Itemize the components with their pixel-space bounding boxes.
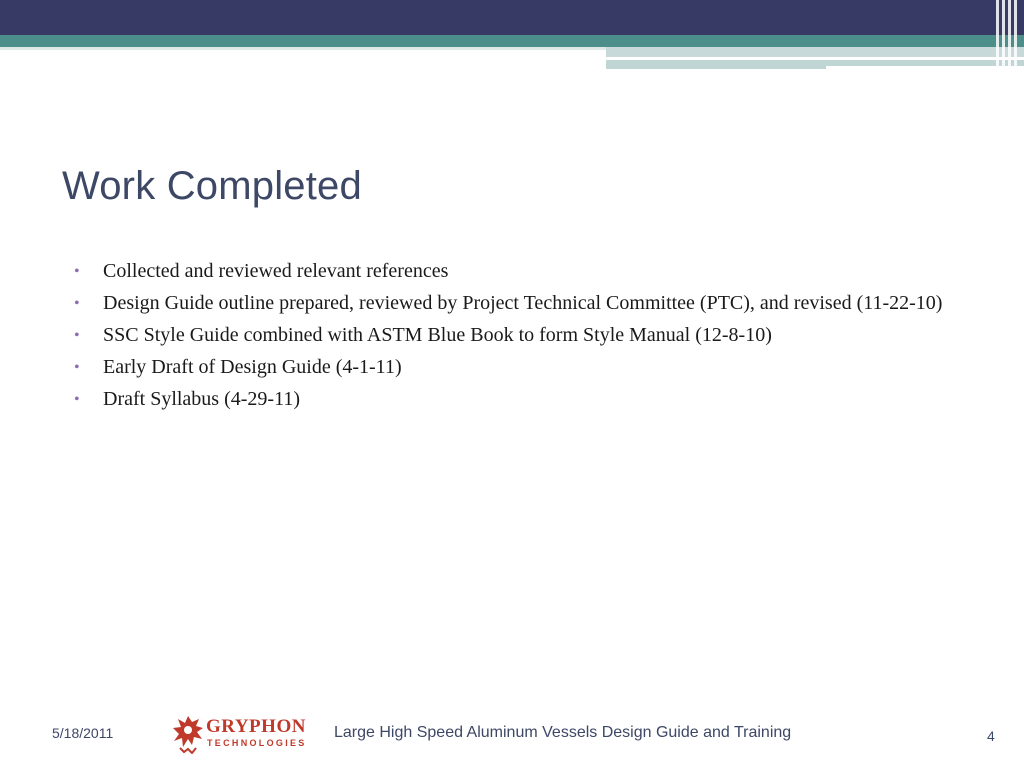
slide-title: Work Completed [62,164,362,208]
bullet-item [72,322,972,349]
bullet-item [72,258,972,285]
bullet-item [72,354,972,381]
bullet-text: Collected and reviewed relevant references [103,260,449,282]
gryphon-logo-icon [172,714,206,754]
bullet-text: Design Guide outline prepared, reviewed by Project Technical Committee (PTC), and revised (11-22-10) [103,292,943,314]
bullet-marker: • [74,391,80,408]
bullet-marker: • [74,295,80,312]
logo-wordmark: GRYPHON [206,716,306,737]
header-band-line [0,47,606,50]
header-band-dark [0,0,1024,35]
bullet-text: SSC Style Guide combined with ASTM Blue Book to form Style Manual (12-8-10) [103,324,772,346]
gryphon-logo [172,714,317,754]
footer-title: Large High Speed Aluminum Vessels Design Guide and Training [334,724,792,741]
bullet-text: Draft Syllabus (4-29-11) [103,388,300,410]
page-number: 4 [987,728,995,744]
footer-date: 5/18/2011 [52,725,114,741]
header-stripes [994,0,1024,70]
logo-subtitle: TECHNOLOGIES [207,738,307,748]
bullet-text: Early Draft of Design Guide (4-1-11) [103,356,402,378]
header-band-teal [0,35,1024,47]
bullet-item [72,386,972,413]
bullet-marker: • [74,327,80,344]
bullet-list [72,258,972,418]
bullet-marker: • [74,263,80,280]
bullet-item [72,290,972,317]
bullet-marker: • [74,359,80,376]
header-band-light [606,47,1024,57]
